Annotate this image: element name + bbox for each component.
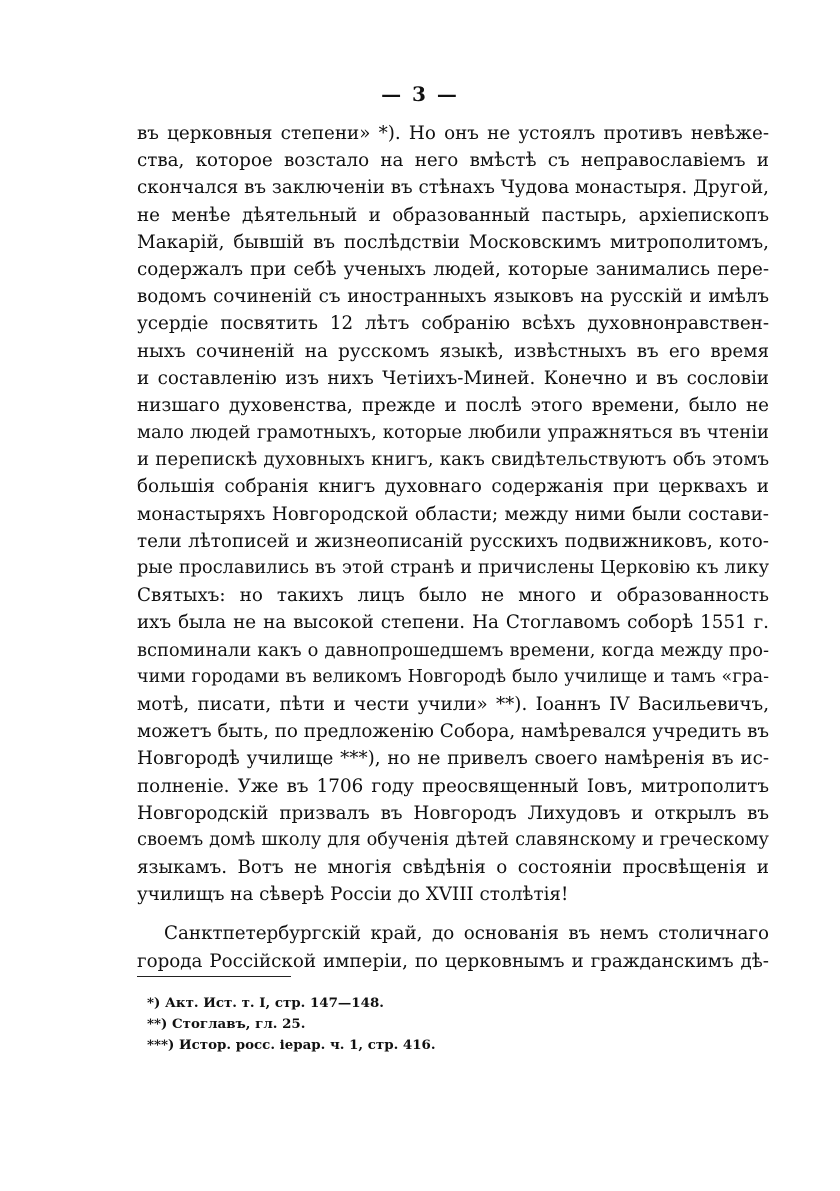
text-line: мотѣ, писати, пѣти и чести учили» **). Іоаннъ IV Васильевичъ, bbox=[137, 693, 769, 715]
text-line: монастыряхъ Новгородской области; между ними были состави- bbox=[137, 503, 769, 525]
text-line: вспоминали какъ о давнопрошедшемъ времени, когда между про- bbox=[137, 639, 769, 661]
text-line: скончался въ заключеніи въ стѣнахъ Чудова монастыря. Другой, bbox=[137, 177, 769, 199]
text-line: низшаго духовенства, прежде и послѣ этого времени, было не bbox=[137, 394, 769, 416]
paragraph-gap bbox=[137, 908, 769, 920]
text-line: и перепискѣ духовныхъ книгъ, какъ свидѣтельствуютъ объ этомъ bbox=[137, 449, 769, 471]
paragraph-2 bbox=[137, 920, 769, 974]
text-line: не менѣе дѣятельный и образованный пастырь, архіепископъ bbox=[137, 204, 769, 226]
body-text bbox=[137, 120, 769, 975]
text-line: водомъ сочиненій съ иностранныхъ языковъ на русскій и имѣлъ bbox=[137, 286, 769, 308]
footnote-separator bbox=[137, 976, 291, 977]
page-number: — 3 — bbox=[381, 82, 459, 106]
text-line: ныхъ сочиненій на русскомъ языкѣ, извѣстныхъ въ его время bbox=[137, 340, 769, 362]
text-line: училищъ на сѣверѣ Россіи до XVIII столѣтія! bbox=[137, 884, 569, 906]
text-line: ихъ была не на высокой степени. На Стоглавомъ соборѣ 1551 г. bbox=[137, 612, 769, 634]
text-line: Святыхъ: но такихъ лицъ было не много и образованность bbox=[137, 585, 769, 607]
text-line: большія собранія книгъ духовнаго содержанія при церквахъ и bbox=[137, 476, 769, 498]
text-line: усердіе посвятить 12 лѣтъ собранію всѣхъ духовнонравствен- bbox=[137, 313, 769, 335]
text-line: тели лѣтописей и жизнеописаній русскихъ подвижниковъ, кото- bbox=[137, 530, 769, 552]
paragraph-1 bbox=[137, 120, 769, 908]
text-line: можетъ быть, по предложенію Собора, намѣревался учредить въ bbox=[137, 721, 769, 743]
footnote-3: ***) Истор. росс. іерар. ч. 1, стр. 416. bbox=[147, 1037, 436, 1053]
text-line: содержалъ при себѣ ученыхъ людей, которые занимались пере- bbox=[137, 258, 769, 280]
text-line: въ церковныя степени» *). Но онъ не устоялъ противъ невѣже- bbox=[137, 123, 769, 144]
text-line: чими городами въ великомъ Новгородѣ было училище и тамъ «гра- bbox=[137, 666, 769, 687]
text-line: города Россійской имперіи, по церковнымъ и гражданскимъ дѣ- bbox=[137, 950, 769, 972]
text-line: и составленію изъ нихъ Четіихъ-Миней. Конечно и въ сословіи bbox=[137, 367, 769, 389]
footnote-1: *) Акт. Ист. т. I, стр. 147—148. bbox=[147, 995, 384, 1011]
text-line: Санктпетербургскій край, до основанія въ немъ столичнаго bbox=[164, 923, 769, 945]
text-line: рые прославились въ этой странѣ и причислены Церковію къ лику bbox=[137, 558, 769, 578]
text-line: своемъ домѣ школу для обученія дѣтей славянскому и греческому bbox=[137, 829, 769, 850]
text-line: Макарій, бывшій въ послѣдствіи Московскимъ митрополитомъ, bbox=[137, 231, 769, 253]
text-line: полненіе. Уже въ 1706 году преосвященный Іовъ, митрополитъ bbox=[137, 775, 769, 797]
text-line: ства, которое возстало на него вмѣстѣ съ неправославіемъ и bbox=[137, 150, 769, 172]
text-line: языкамъ. Вотъ не многія свѣдѣнія о состояніи просвѣщенія и bbox=[137, 857, 769, 879]
footnotes bbox=[147, 993, 667, 1056]
text-line: Новгородскій призвалъ въ Новгородъ Лихудовъ и открылъ въ bbox=[137, 802, 769, 824]
text-line: мало людей грамотныхъ, которые любили упражняться въ чтеніи bbox=[137, 422, 769, 444]
footnote-2: **) Стоглавъ, гл. 25. bbox=[147, 1016, 306, 1032]
text-line: Новгородѣ училище ***), но не привелъ своего намѣренія въ ис- bbox=[137, 748, 769, 770]
